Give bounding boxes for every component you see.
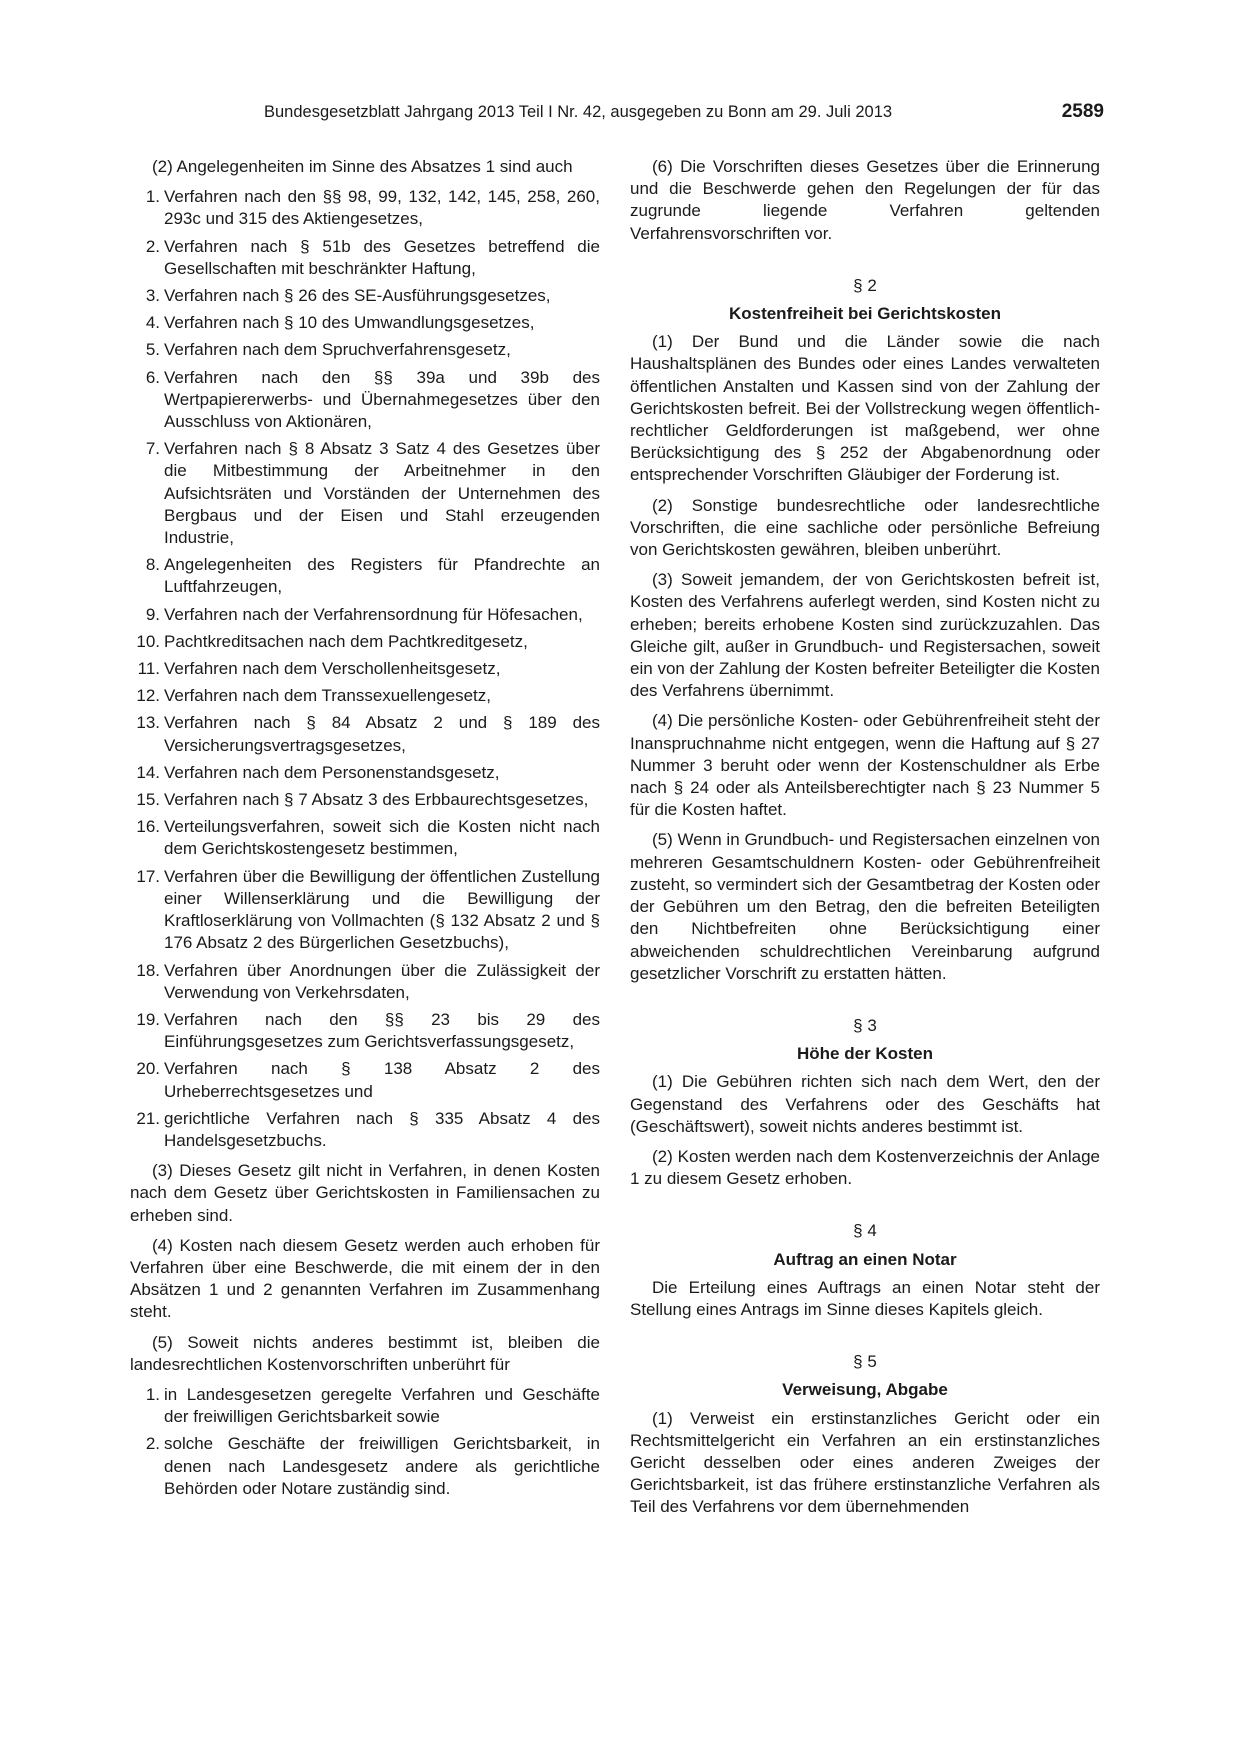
list-item-number: 9. <box>145 604 160 624</box>
list-item <box>130 367 600 434</box>
list-item <box>130 1009 600 1053</box>
list-item-text: Verfahren nach dem Transsexuellengesetz, <box>164 686 491 706</box>
list-item <box>130 1108 600 1152</box>
list-item <box>130 285 600 307</box>
section-title: Kostenfreiheit bei Gerichtskosten <box>728 304 1002 324</box>
list-item-text: Verfahren nach dem Verschollenheitsgesetz, <box>164 659 501 679</box>
list-item <box>130 762 600 784</box>
paragraph: (1) Der Bund und die Länder sowie die nach Haushaltsplänen des Bundes oder eines Landes verwalteten öffentlichen Anstalten und Kassen sind von der Zahlung der Gerichtskosten befreit. Bei der Vollstreckung wegen öffentlich-rechtlicher Geldforderungen ist maßgebend, wer ohne Berücksichtigung des § 252 der Abgabenordnung oder entsprechender Vorschriften Gläubiger der Forderung ist. <box>630 332 1100 485</box>
list-item-number: 21. <box>136 1108 160 1128</box>
paragraph: (4) Kosten nach diesem Gesetz werden auch erhoben für Verfahren über eine Beschwerde, die mit einem der in den Absätzen 1 und 2 genannten Verfahren im Zusammenhang steht. <box>130 1235 600 1322</box>
section-symbol: § 4 <box>853 1221 877 1241</box>
list-item-text: Verfahren nach § 26 des SE-Ausführungsgesetzes, <box>164 286 551 306</box>
list-item-number: 12. <box>136 686 160 706</box>
list-item-text: Verfahren nach den §§ 39a und 39b des Wertpapiererwerbs- und Übernahmegesetzes über den Ausschluss von Aktionären, <box>164 367 600 432</box>
list-item-text: gerichtliche Verfahren nach § 335 Absatz 4 des Handelsgesetzbuchs. <box>164 1108 600 1150</box>
list-item-number: 20. <box>136 1059 160 1079</box>
paragraph: (2) Sonstige bundesrechtliche oder landesrechtliche Vorschriften, die eine sachliche oder persönliche Befreiung von Gerichtskosten gewähren, bleiben unberührt. <box>630 495 1100 560</box>
list-item-number: 2. <box>145 236 160 256</box>
paragraph: (6) Die Vorschriften dieses Gesetzes über die Erinnerung und die Beschwerde gehen den Regelungen der für das zugrunde liegende Verfahren geltenden Verfahrensvorschriften vor. <box>630 157 1100 243</box>
list-item <box>130 186 600 230</box>
sections <box>630 275 1100 1519</box>
list-item-text: Verfahren nach § 8 Absatz 3 Satz 4 des Gesetzes über die Mitbestimmung der Arbeitnehmer in den Aufsichtsräten und Vorständen der Unternehmen des Bergbaus und der Eisen und Stahl erzeugenden Industrie, <box>164 439 600 548</box>
list-item <box>130 604 600 626</box>
list-item-number: 11. <box>137 659 160 679</box>
section-symbol: § 3 <box>853 1015 877 1035</box>
list-item-text: Pachtkreditsachen nach dem Pachtkreditgesetz, <box>164 631 528 651</box>
list-item-text: Verteilungsverfahren, soweit sich die Kosten nicht nach dem Gerichtskostengesetz bestimmen, <box>164 817 600 859</box>
paragraph: (3) Dieses Gesetz gilt nicht in Verfahren, in denen Kosten nach dem Gesetz über Gerichtskosten in Familiensachen zu erheben sind. <box>130 1161 600 1225</box>
list-item <box>130 789 600 811</box>
list-item-text: Verfahren nach dem Personenstandsgesetz, <box>164 762 500 782</box>
paragraph: (3) Soweit jemandem, der von Gerichtskosten befreit ist, Kosten des Verfahrens auferlegt werden, sind Kosten nicht zu erheben; bereits erhobene Kosten sind zurückzuzahlen. Das Gleiche gilt, außer in Grundbuch- und Registersachen, soweit ein von der Zahlung der Kosten befreiter Beteiligter die Kosten des Verfahrens übernimmt. <box>630 570 1100 701</box>
list-item-text: Verfahren nach den §§ 23 bis 29 des Einführungsgesetzes zum Gerichtsverfassungsgesetz, <box>164 1009 600 1052</box>
section-symbol: § 5 <box>853 1352 877 1372</box>
list-item <box>130 816 600 860</box>
page-number: 2589 <box>1061 101 1104 122</box>
list-paragraph-5 <box>130 1384 600 1500</box>
list-item-number: 16. <box>136 817 160 837</box>
list-item-number: 4. <box>145 313 160 333</box>
section-symbol: § 2 <box>853 275 877 295</box>
list-item-number: 19. <box>136 1009 160 1029</box>
list-item-text: in Landesgesetzen geregelte Verfahren und Geschäfte der freiwilligen Gerichtsbarkeit sowie <box>164 1384 600 1427</box>
list-item-number: 5. <box>145 340 160 360</box>
list-item <box>130 960 600 1004</box>
list-item <box>130 685 600 707</box>
section-title: Auftrag an einen Notar <box>773 1249 957 1269</box>
paragraph: Die Erteilung eines Auftrags an einen Notar steht der Stellung eines Antrags im Sinne dieses Kapitels gleich. <box>630 1277 1100 1319</box>
paragraph: (2) Kosten werden nach dem Kostenverzeichnis der Anlage 1 zu diesem Gesetz erhoben. <box>630 1146 1100 1189</box>
paragraph: (1) Die Gebühren richten sich nach dem Wert, den der Gegenstand des Verfahrens oder des Geschäfts hat (Geschäftswert), soweit nichts anderes bestimmt ist. <box>630 1072 1100 1136</box>
list-item-text: Verfahren nach § 51b des Gesetzes betreffend die Gesellschaften mit beschränkter Haftung, <box>164 236 600 278</box>
list-item <box>130 712 600 756</box>
list-item <box>130 866 600 955</box>
list-item-text: Verfahren nach § 84 Absatz 2 und § 189 des Versicherungsvertragsgesetzes, <box>164 713 600 755</box>
list-item-text: Verfahren nach der Verfahrensordnung für Höfesachen, <box>164 604 583 624</box>
list-item-text: Verfahren nach § 7 Absatz 3 des Erbbaurechtsgesetzes, <box>164 790 589 810</box>
list-item-text: Verfahren über die Bewilligung der öffentlichen Zustellung einer Willenserklärung und die Bewilligung der Kraftloserklärung von Vollmachten (§ 132 Absatz 2 und § 176 Absatz 2 des Bürgerlichen Gesetzbuchs), <box>164 866 600 953</box>
list-item <box>130 312 600 334</box>
list-item-number: 14. <box>136 762 160 782</box>
list-item-text: solche Geschäfte der freiwilligen Gerichtsbarkeit, in denen nach Landesgesetz andere als gerichtliche Behörden oder Notare zuständig sind. <box>164 1434 600 1498</box>
right-column <box>630 156 1100 1527</box>
list-item-number: 1. <box>145 1384 160 1404</box>
list-item-number: 13. <box>136 713 160 733</box>
list-item-number: 10. <box>136 631 160 651</box>
list-item <box>130 1058 600 1102</box>
running-title: Bundesgesetzblatt Jahrgang 2013 Teil I Nr. 42, ausgegeben zu Bonn am 29. Juli 2013 <box>264 103 893 121</box>
left-column <box>130 156 600 1508</box>
list-item-text: Verfahren nach § 10 des Umwandlungsgesetzes, <box>164 313 535 333</box>
paragraph: (5) Soweit nichts anderes bestimmt ist, bleiben die landesrechtlichen Kostenvorschriften unberührt für <box>130 1332 600 1374</box>
list-item <box>130 554 600 598</box>
paragraph: (2) Angelegenheiten im Sinne des Absatzes 1 sind auch <box>152 157 573 176</box>
list-item-number: 17. <box>136 866 160 886</box>
paragraph: (5) Wenn in Grundbuch- und Registersachen einzelnen von mehreren Gesamtschuldnern Kosten- oder Gebührenfreiheit zusteht, so vermindert sich der Gesamtbetrag der Kosten oder der Gebühren um den Betrag, den die befreiten Beteiligten den Nichtbefreiten ohne Berücksichtigung einer abweichenden schuldrechtlichen Vereinbarung aufgrund gesetzlicher Vorschrift zu erstatten hätten. <box>630 830 1100 983</box>
section-title: Höhe der Kosten <box>796 1044 934 1064</box>
list-item <box>130 1384 600 1428</box>
list-item-text: Verfahren über Anordnungen über die Zulässigkeit der Verwendung von Verkehrsdaten, <box>164 960 600 1002</box>
list-item-text: Verfahren nach dem Spruchverfahrensgesetz, <box>164 340 511 360</box>
paragraph: (1) Verweist ein erstinstanzliches Gericht oder ein Rechtsmittelgericht ein Verfahren an ein erstinstanzliches Gericht desselben oder eines anderen Zweiges der Gerichtsbarkeit, ist das frühere erstinstanzliche Verfahren als Teil des Verfahrens vor dem übernehmenden <box>630 1408 1100 1517</box>
list-item <box>130 438 600 549</box>
list-item <box>130 1433 600 1500</box>
list-item-number: 18. <box>136 960 160 980</box>
list-item-number: 6. <box>145 367 160 387</box>
list-item-number: 1. <box>145 187 160 207</box>
list-item-text: Angelegenheiten des Registers für Pfandrechte an Luftfahrzeugen, <box>164 555 600 597</box>
list-item <box>130 631 600 653</box>
list-item-number: 3. <box>145 286 160 306</box>
section-title: Verweisung, Abgabe <box>782 1380 948 1400</box>
list-item <box>130 236 600 280</box>
list-item-text: Verfahren nach den §§ 98, 99, 132, 142, 145, 258, 260, 293c und 315 des Aktiengesetzes, <box>164 187 600 229</box>
list-item <box>130 658 600 680</box>
paragraph: (4) Die persönliche Kosten- oder Gebührenfreiheit steht der Inanspruchnahme nicht entgegen, wenn die Haftung auf § 27 Nummer 3 beruht oder wenn der Kostenschuldner als Erbe nach § 24 oder als Anteilsberechtigter nach § 23 Nummer 5 für die Kosten haftet. <box>630 711 1100 820</box>
list-paragraph-2 <box>130 186 600 1152</box>
list-item-number: 7. <box>145 439 160 459</box>
list-item-number: 15. <box>136 790 160 810</box>
list-item-number: 2. <box>145 1434 160 1454</box>
list-item-number: 8. <box>145 555 160 575</box>
list-item <box>130 339 600 361</box>
running-header <box>264 101 1104 127</box>
list-item-text: Verfahren nach § 138 Absatz 2 des Urheberrechtsgesetzes und <box>164 1059 600 1101</box>
